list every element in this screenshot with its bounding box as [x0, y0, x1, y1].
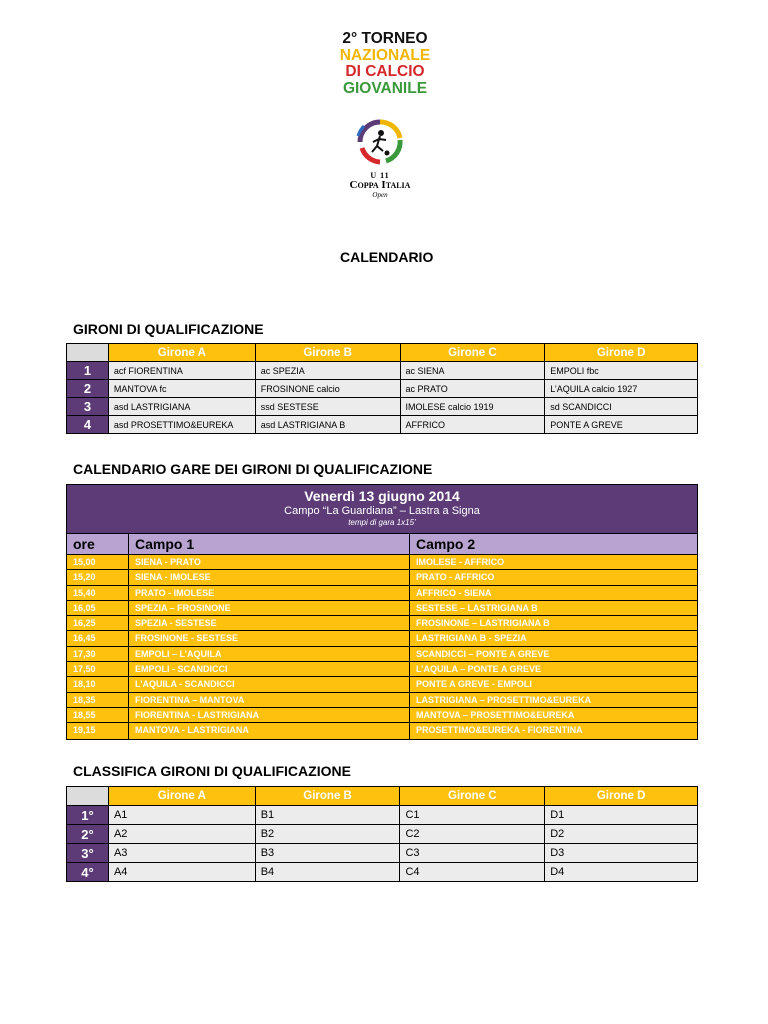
title-line-1: 2° TORNEO [342, 30, 428, 47]
campo2-match: LASTRIGIANA B - SPEZIA [416, 633, 527, 644]
campo2-match: SESTESE – LASTRIGIANA B [416, 602, 538, 613]
coppa-italia-logo [330, 116, 430, 220]
campo2-match: L’AQUILA – PONTE A GREVE [416, 664, 542, 675]
campo1-match: SPEZIA – FROSINONE [129, 601, 410, 615]
team-cell: ac SPEZIA [255, 362, 400, 380]
logo-subtitle: Open [372, 191, 388, 199]
team-cell: ssd SESTESE [255, 398, 400, 416]
table-row [67, 647, 697, 662]
match-time: 15,40 [67, 586, 129, 600]
schedule-match-time: tempi di gara 1x15’ [348, 518, 416, 527]
table-row [67, 616, 697, 631]
table-row [67, 677, 697, 692]
row-number: 2 [67, 380, 109, 398]
campo2-match: FROSINONE – LASTRIGIANA B [416, 618, 550, 629]
schedule-date: Venerdì 13 giugno 2014 [304, 488, 460, 504]
table-row [67, 362, 698, 380]
match-time: 16,25 [67, 616, 129, 630]
standing-cell: D1 [545, 806, 698, 825]
campo2-match: MANTOVA – PROSETTIMO&EUREKA [416, 709, 575, 720]
title-line-4: GIOVANILE [342, 79, 428, 97]
classifica-header-row [67, 787, 698, 806]
classifica-header: Girone B [255, 787, 400, 806]
ore-column-header: ore [67, 534, 129, 554]
tournament-title [330, 31, 440, 97]
campo1-match: MANTOVA - LASTRIGIANA [129, 723, 410, 738]
gironi-header: Girone A [108, 344, 255, 362]
gironi-header-row [67, 344, 698, 362]
team-cell: MANTOVA fc [108, 380, 255, 398]
gironi-header: Girone B [255, 344, 400, 362]
logo-name: Coppa Italia [349, 179, 411, 191]
campo2-column-header: Campo 2 [416, 536, 476, 552]
position-cell: 2° [67, 825, 109, 844]
table-row [67, 555, 697, 570]
team-cell: ac SIENA [400, 362, 545, 380]
standing-cell: B4 [255, 863, 400, 882]
schedule-header [67, 485, 697, 533]
standing-cell: B2 [255, 825, 400, 844]
campo1-match: PRATO - IMOLESE [129, 586, 410, 600]
table-row [67, 586, 697, 601]
match-time: 15,00 [67, 555, 129, 569]
standing-cell: D4 [545, 863, 698, 882]
team-cell: asd PROSETTIMO&EUREKA [108, 416, 255, 434]
team-cell: FROSINONE calcio [255, 380, 400, 398]
team-cell: IMOLESE calcio 1919 [400, 398, 545, 416]
gironi-table [66, 343, 698, 434]
title-line-2: NAZIONALE [339, 46, 431, 64]
schedule-table [66, 484, 698, 740]
match-time: 17,30 [67, 647, 129, 661]
classifica-table [66, 786, 698, 882]
table-row [67, 398, 698, 416]
table-row [67, 601, 697, 616]
table-row [67, 806, 698, 825]
standing-cell: B1 [255, 806, 400, 825]
campo1-match: SIENA - IMOLESE [129, 570, 410, 584]
table-row [67, 825, 698, 844]
campo2-match: PRATO - AFFRICO [416, 572, 495, 583]
campo1-match: SPEZIA - SESTESE [129, 616, 410, 630]
team-cell: asd LASTRIGIANA [108, 398, 255, 416]
table-row [67, 631, 697, 646]
match-time: 19,15 [67, 723, 129, 738]
position-cell: 1° [67, 806, 109, 825]
table-row [67, 708, 697, 723]
campo2-match: SCANDICCI – PONTE A GREVE [416, 648, 550, 659]
team-cell: L’AQUILA calcio 1927 [545, 380, 698, 398]
campo1-column-header: Campo 1 [129, 534, 410, 554]
table-row [67, 693, 697, 708]
campo1-match: L’AQUILA - SCANDICCI [129, 677, 410, 691]
gironi-header: Girone D [545, 344, 698, 362]
match-time: 18,10 [67, 677, 129, 691]
table-row [67, 723, 697, 738]
team-cell: sd SCANDICCI [545, 398, 698, 416]
table-row [67, 380, 698, 398]
standing-cell: C2 [400, 825, 545, 844]
calendario-heading: CALENDARIO [340, 249, 434, 265]
campo2-match: AFFRICO - SIENA [416, 587, 492, 598]
position-cell: 3° [67, 844, 109, 863]
campo1-match: EMPOLI - SCANDICCI [129, 662, 410, 676]
table-row [67, 662, 697, 677]
team-cell: AFFRICO [400, 416, 545, 434]
table-row [67, 844, 698, 863]
classifica-heading: CLASSIFICA GIRONI DI QUALIFICAZIONE [73, 763, 351, 779]
schedule-venue: Campo “La Guardiana” – Lastra a Signa [284, 505, 480, 517]
campo1-match: SIENA - PRATO [129, 555, 410, 569]
campo1-match: EMPOLI – L’AQUILA [129, 647, 410, 661]
match-time: 18,55 [67, 708, 129, 722]
logo-age-category: U 11 [370, 171, 390, 180]
row-number: 3 [67, 398, 109, 416]
table-row [67, 863, 698, 882]
team-cell: asd LASTRIGIANA B [255, 416, 400, 434]
match-time: 15,20 [67, 570, 129, 584]
team-cell: PONTE A GREVE [545, 416, 698, 434]
schedule-column-headers [67, 533, 697, 555]
table-row [67, 570, 697, 585]
standing-cell: D2 [545, 825, 698, 844]
team-cell: acf FIORENTINA [108, 362, 255, 380]
classifica-header: Girone C [400, 787, 545, 806]
gare-heading: CALENDARIO GARE DEI GIRONI DI QUALIFICAZIONE [73, 461, 433, 477]
standing-cell: C4 [400, 863, 545, 882]
campo2-match: IMOLESE - AFFRICO [416, 557, 505, 567]
campo2-match: LASTRIGIANA – PROSETTIMO&EUREKA [416, 694, 592, 705]
classifica-header: Girone A [108, 787, 255, 806]
classifica-header: Girone D [545, 787, 698, 806]
title-line-3: DI CALCIO [345, 63, 425, 80]
campo2-match: PROSETTIMO&EUREKA - FIORENTINA [416, 725, 583, 736]
standing-cell: A3 [108, 844, 255, 863]
standing-cell: B3 [255, 844, 400, 863]
campo1-match: FIORENTINA - LASTRIGIANA [129, 708, 410, 722]
campo1-match: FIORENTINA – MANTOVA [129, 693, 410, 707]
soccer-player-logo-icon [350, 116, 410, 172]
standing-cell: D3 [545, 844, 698, 863]
campo2-match: PONTE A GREVE - EMPOLI [416, 679, 532, 690]
classifica-corner-cell [67, 787, 109, 806]
position-cell: 4° [67, 863, 109, 882]
standing-cell: A2 [108, 825, 255, 844]
row-number: 1 [67, 362, 109, 380]
match-time: 17,50 [67, 662, 129, 676]
standing-cell: C3 [400, 844, 545, 863]
match-time: 18,35 [67, 693, 129, 707]
match-time: 16,05 [67, 601, 129, 615]
row-number: 4 [67, 416, 109, 434]
gironi-heading: GIRONI DI QUALIFICAZIONE [73, 321, 264, 337]
gironi-corner-cell [67, 344, 109, 362]
team-cell: EMPOLI fbc [545, 362, 698, 380]
table-row [67, 416, 698, 434]
match-time: 16,45 [67, 631, 129, 645]
team-cell: ac PRATO [400, 380, 545, 398]
campo1-match: FROSINONE - SESTESE [129, 631, 410, 645]
standing-cell: A4 [108, 863, 255, 882]
gironi-header: Girone C [400, 344, 545, 362]
standing-cell: C1 [400, 806, 545, 825]
standing-cell: A1 [108, 806, 255, 825]
